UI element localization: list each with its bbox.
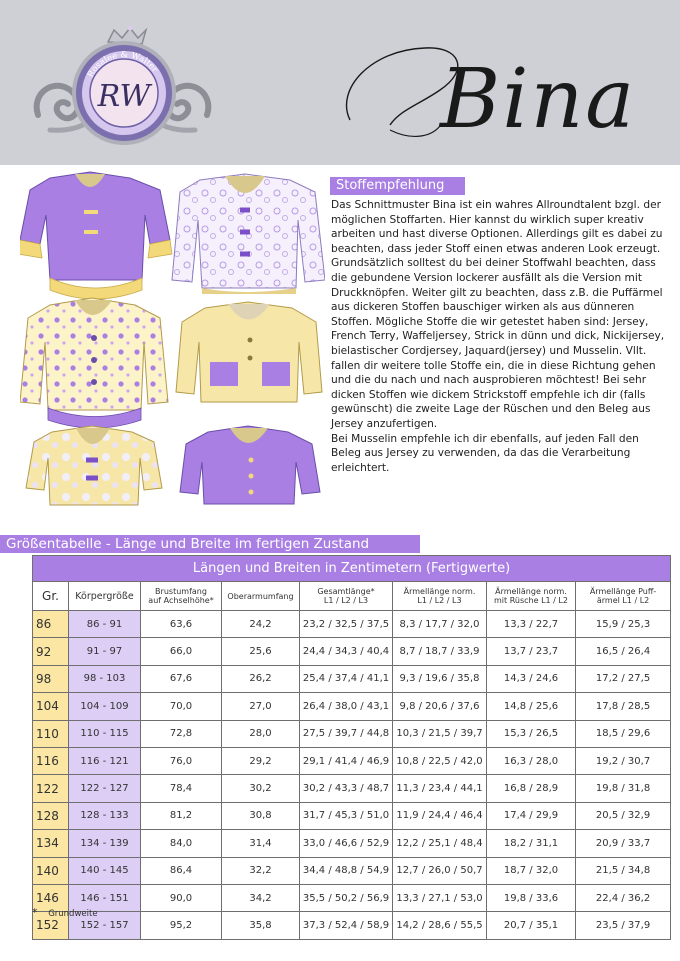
- col-brustumfang-cell: 76,0: [141, 747, 222, 774]
- col-aermellaenge-ruesche-cell: 16,8 / 28,9: [487, 775, 576, 802]
- header-line: auf Achselhöhe*: [148, 596, 214, 605]
- col-aermellaenge-norm-cell: 8,7 / 18,7 / 33,9: [393, 638, 487, 665]
- col-aermellaenge-ruesche-cell: 20,7 / 35,1: [487, 912, 576, 939]
- table-row: [33, 693, 671, 720]
- table-row: [33, 830, 671, 857]
- table-caption: Längen und Breiten in Zentimetern (Fertigwerte): [33, 556, 671, 582]
- header-line: Ärmellänge norm.: [495, 587, 567, 596]
- col-aermellaenge-ruesche-cell: 14,8 / 25,6: [487, 693, 576, 720]
- table-row: [33, 912, 671, 939]
- col-brustumfang-cell: 72,8: [141, 720, 222, 747]
- table-header-row: [33, 582, 671, 611]
- footnote-symbol: *: [32, 906, 38, 919]
- col-oberarmumfang-cell: 30,2: [222, 775, 300, 802]
- col-aermellaenge-norm-cell: 11,3 / 23,4 / 44,1: [393, 775, 487, 802]
- size-table: [32, 555, 671, 940]
- col-gesamtlaenge-cell: 27,5 / 39,7 / 44,8: [300, 720, 393, 747]
- col-koerpergroesse-cell: 134 - 139: [69, 830, 141, 857]
- col-aermellaenge-puff-cell: 19,2 / 30,7: [576, 747, 671, 774]
- col-aermellaenge-norm-cell: 10,8 / 22,5 / 42,0: [393, 747, 487, 774]
- col-koerpergroesse-cell: 110 - 115: [69, 720, 141, 747]
- table-row: [33, 747, 671, 774]
- stoff-text: [331, 198, 671, 475]
- col-aermellaenge-puff-cell: 23,5 / 37,9: [576, 912, 671, 939]
- col-koerpergroesse-header: [69, 582, 141, 611]
- footnote: [32, 906, 98, 919]
- header-line: Oberarmumfang: [227, 591, 294, 601]
- header-line: L1 / L2 / L3: [417, 596, 462, 605]
- col-koerpergroesse-cell: 122 - 127: [69, 775, 141, 802]
- col-aermellaenge-puff-cell: 21,5 / 34,8: [576, 857, 671, 884]
- col-aermellaenge-puff-cell: 20,5 / 32,9: [576, 802, 671, 829]
- col-koerpergroesse-cell: 146 - 151: [69, 884, 141, 911]
- header-line: L1 / L2 / L3: [323, 596, 369, 605]
- jacket-yellow-pockets: [176, 302, 322, 402]
- col-koerpergroesse-cell: 128 - 133: [69, 802, 141, 829]
- col-aermellaenge-ruesche-cell: 17,4 / 29,9: [487, 802, 576, 829]
- col-groesse-cell: 134: [33, 830, 69, 857]
- footnote-text: Grundweite: [48, 909, 98, 919]
- col-aermellaenge-puff-cell: 15,9 / 25,3: [576, 611, 671, 638]
- header-band: [0, 0, 680, 165]
- header-line: Gesamtlänge*: [317, 587, 375, 596]
- col-gesamtlaenge-header: [300, 582, 393, 611]
- table-row: [33, 884, 671, 911]
- col-oberarmumfang-cell: 24,2: [222, 611, 300, 638]
- col-aermellaenge-puff-cell: 18,5 / 29,6: [576, 720, 671, 747]
- col-gesamtlaenge-cell: 31,7 / 45,3 / 51,0: [300, 802, 393, 829]
- col-gesamtlaenge-cell: 35,5 / 50,2 / 56,9: [300, 884, 393, 911]
- col-koerpergroesse-cell: 98 - 103: [69, 665, 141, 692]
- col-gesamtlaenge-cell: 26,4 / 38,0 / 43,1: [300, 693, 393, 720]
- col-oberarmumfang-header: [222, 582, 300, 611]
- col-brustumfang-cell: 84,0: [141, 830, 222, 857]
- col-aermellaenge-ruesche-cell: 13,3 / 22,7: [487, 611, 576, 638]
- jacket-purple-ruffle: [20, 172, 172, 299]
- groessen-heading: Größentabelle - Länge und Breite im fertigen Zustand: [0, 535, 420, 553]
- col-koerpergroesse-cell: 91 - 97: [69, 638, 141, 665]
- col-brustumfang-cell: 78,4: [141, 775, 222, 802]
- col-aermellaenge-ruesche-cell: 16,3 / 28,0: [487, 747, 576, 774]
- col-oberarmumfang-cell: 25,6: [222, 638, 300, 665]
- col-gesamtlaenge-cell: 37,3 / 52,4 / 58,9: [300, 912, 393, 939]
- col-koerpergroesse-cell: 152 - 157: [69, 912, 141, 939]
- col-gesamtlaenge-cell: 25,4 / 37,4 / 41,1: [300, 665, 393, 692]
- jacket-yellow-floral: [26, 426, 162, 505]
- col-gesamtlaenge-cell: 24,4 / 34,3 / 40,4: [300, 638, 393, 665]
- col-groesse-cell: 110: [33, 720, 69, 747]
- col-groesse-cell: 122: [33, 775, 69, 802]
- header-line: Brustumfang: [155, 587, 207, 596]
- col-koerpergroesse-cell: 104 - 109: [69, 693, 141, 720]
- col-oberarmumfang-cell: 29,2: [222, 747, 300, 774]
- header-line: ärmel L1 / L2: [596, 596, 650, 605]
- col-koerpergroesse-cell: 140 - 145: [69, 857, 141, 884]
- col-brustumfang-cell: 90,0: [141, 884, 222, 911]
- col-brustumfang-cell: 63,6: [141, 611, 222, 638]
- header-line: Körpergröße: [75, 590, 134, 602]
- header-line: Gr.: [42, 588, 59, 603]
- col-groesse-cell: 86: [33, 611, 69, 638]
- col-gesamtlaenge-cell: 23,2 / 32,5 / 37,5: [300, 611, 393, 638]
- col-aermellaenge-ruesche-cell: 14,3 / 24,6: [487, 665, 576, 692]
- col-brustumfang-header: [141, 582, 222, 611]
- col-aermellaenge-ruesche-cell: 15,3 / 26,5: [487, 720, 576, 747]
- col-aermellaenge-norm-cell: 12,2 / 25,1 / 48,4: [393, 830, 487, 857]
- col-groesse-cell: 152: [33, 912, 69, 939]
- col-koerpergroesse-cell: 86 - 91: [69, 611, 141, 638]
- logo-monogram: RW: [97, 79, 151, 114]
- col-aermellaenge-puff-cell: 19,8 / 31,8: [576, 775, 671, 802]
- col-aermellaenge-norm-cell: 12,7 / 26,0 / 50,7: [393, 857, 487, 884]
- header-line: Ärmellänge norm.: [403, 587, 476, 596]
- stoff-heading: Stoffempfehlung: [330, 177, 465, 195]
- col-oberarmumfang-cell: 32,2: [222, 857, 300, 884]
- col-gesamtlaenge-cell: 29,1 / 41,4 / 46,9: [300, 747, 393, 774]
- col-groesse-cell: 140: [33, 857, 69, 884]
- brand-logo: [30, 20, 215, 155]
- table-row: [33, 665, 671, 692]
- stoff-paragraph-2: Bei Musselin empfehle ich dir ebenfalls, auf jeden Fall den Beleg aus Jersey zu verwenden, da das die Verarbeitung erleichtert.: [331, 432, 639, 474]
- col-aermellaenge-norm-cell: 10,3 / 21,5 / 39,7: [393, 720, 487, 747]
- col-aermellaenge-ruesche-cell: 18,7 / 32,0: [487, 857, 576, 884]
- col-aermellaenge-puff-cell: 22,4 / 36,2: [576, 884, 671, 911]
- col-groesse-cell: 104: [33, 693, 69, 720]
- col-brustumfang-cell: 70,0: [141, 693, 222, 720]
- col-groesse-cell: 128: [33, 802, 69, 829]
- col-oberarmumfang-cell: 34,2: [222, 884, 300, 911]
- jacket-floral: [172, 174, 325, 294]
- header-line: Ärmellänge Puff-: [589, 587, 657, 596]
- col-aermellaenge-norm-header: [393, 582, 487, 611]
- col-aermellaenge-puff-cell: 16,5 / 26,4: [576, 638, 671, 665]
- col-oberarmumfang-cell: 27,0: [222, 693, 300, 720]
- col-groesse-cell: 146: [33, 884, 69, 911]
- col-aermellaenge-norm-cell: 14,2 / 28,6 / 55,5: [393, 912, 487, 939]
- col-brustumfang-cell: 86,4: [141, 857, 222, 884]
- col-aermellaenge-norm-cell: 9,3 / 19,6 / 35,8: [393, 665, 487, 692]
- col-aermellaenge-norm-cell: 11,9 / 24,4 / 46,4: [393, 802, 487, 829]
- col-oberarmumfang-cell: 30,8: [222, 802, 300, 829]
- col-groesse-cell: 92: [33, 638, 69, 665]
- col-gesamtlaenge-cell: 34,4 / 48,8 / 54,9: [300, 857, 393, 884]
- table-row: [33, 720, 671, 747]
- col-aermellaenge-norm-cell: 8,3 / 17,7 / 32,0: [393, 611, 487, 638]
- col-aermellaenge-norm-cell: 9,8 / 20,6 / 37,6: [393, 693, 487, 720]
- jacket-purple-plain: [180, 426, 320, 504]
- col-brustumfang-cell: 81,2: [141, 802, 222, 829]
- col-oberarmumfang-cell: 26,2: [222, 665, 300, 692]
- col-brustumfang-cell: 66,0: [141, 638, 222, 665]
- table-row: [33, 802, 671, 829]
- col-aermellaenge-puff-cell: 20,9 / 33,7: [576, 830, 671, 857]
- table-row: [33, 857, 671, 884]
- col-oberarmumfang-cell: 28,0: [222, 720, 300, 747]
- col-aermellaenge-puff-cell: 17,2 / 27,5: [576, 665, 671, 692]
- col-aermellaenge-ruesche-cell: 18,2 / 31,1: [487, 830, 576, 857]
- col-aermellaenge-ruesche-cell: 19,8 / 33,6: [487, 884, 576, 911]
- jacket-dots: [20, 298, 168, 428]
- col-oberarmumfang-cell: 35,8: [222, 912, 300, 939]
- col-brustumfang-cell: 67,6: [141, 665, 222, 692]
- jacket-illustrations: [20, 170, 325, 510]
- col-gesamtlaenge-cell: 33,0 / 46,6 / 52,9: [300, 830, 393, 857]
- col-groesse-header: [33, 582, 69, 611]
- col-aermellaenge-puff-cell: 17,8 / 28,5: [576, 693, 671, 720]
- col-brustumfang-cell: 95,2: [141, 912, 222, 939]
- table-body: [33, 611, 671, 940]
- header-line: mit Rüsche L1 / L2: [494, 596, 568, 605]
- table-row: [33, 638, 671, 665]
- col-oberarmumfang-cell: 31,4: [222, 830, 300, 857]
- col-gesamtlaenge-cell: 30,2 / 43,3 / 48,7: [300, 775, 393, 802]
- svg-text:Rosalee & Walter: Rosalee & Walter: [85, 50, 160, 80]
- col-aermellaenge-norm-cell: 13,3 / 27,1 / 53,0: [393, 884, 487, 911]
- pattern-title: Bina: [440, 52, 637, 147]
- col-koerpergroesse-cell: 116 - 121: [69, 747, 141, 774]
- col-aermellaenge-ruesche-header: [487, 582, 576, 611]
- col-aermellaenge-ruesche-cell: 13,7 / 23,7: [487, 638, 576, 665]
- table-row: [33, 775, 671, 802]
- col-groesse-cell: 98: [33, 665, 69, 692]
- stoff-paragraph-1: Das Schnittmuster Bina ist ein wahres Allroundtalent bzgl. der möglichen Stoffarten. Hier kannst du wirklich super kreativ arbeiten und hast diverse Optionen. Allerdings gilt es dabei zu beachten, dass jeder Stoff einen etwas anderen Look erzeugt. Grundsätzlich solltest du bei deiner Stoffwahl beachten, dass die gebundene Version lockerer ausfällt als die Version mit Druckknöpfen. Weiter gilt zu beachten, dass z.B. die Puffärmel aus dickeren Stoffen bauschiger wirken als aus dünneren Stoffen. Mögliche Stoffe die wir getestet haben sind: Jersey, French Terry, Waffeljersey, Strick in dünn und dick, Nickijersey, bielastischer Cordjersey, Jaquard(jersey) und Musselin. Vllt. fallen dir weitere tolle Stoffe ein, die in diese Richtung gehen und die du nach und nach ausprobieren möchtest! Bei sehr dicken Stoffen wie dickem Strickstoff empfehle ich dir (falls gewünscht) die zweite Lage der Rüschen und den Beleg aus Jersey anzufertigen.: [331, 199, 665, 430]
- col-groesse-cell: 116: [33, 747, 69, 774]
- col-aermellaenge-puff-header: [576, 582, 671, 611]
- table-row: [33, 611, 671, 638]
